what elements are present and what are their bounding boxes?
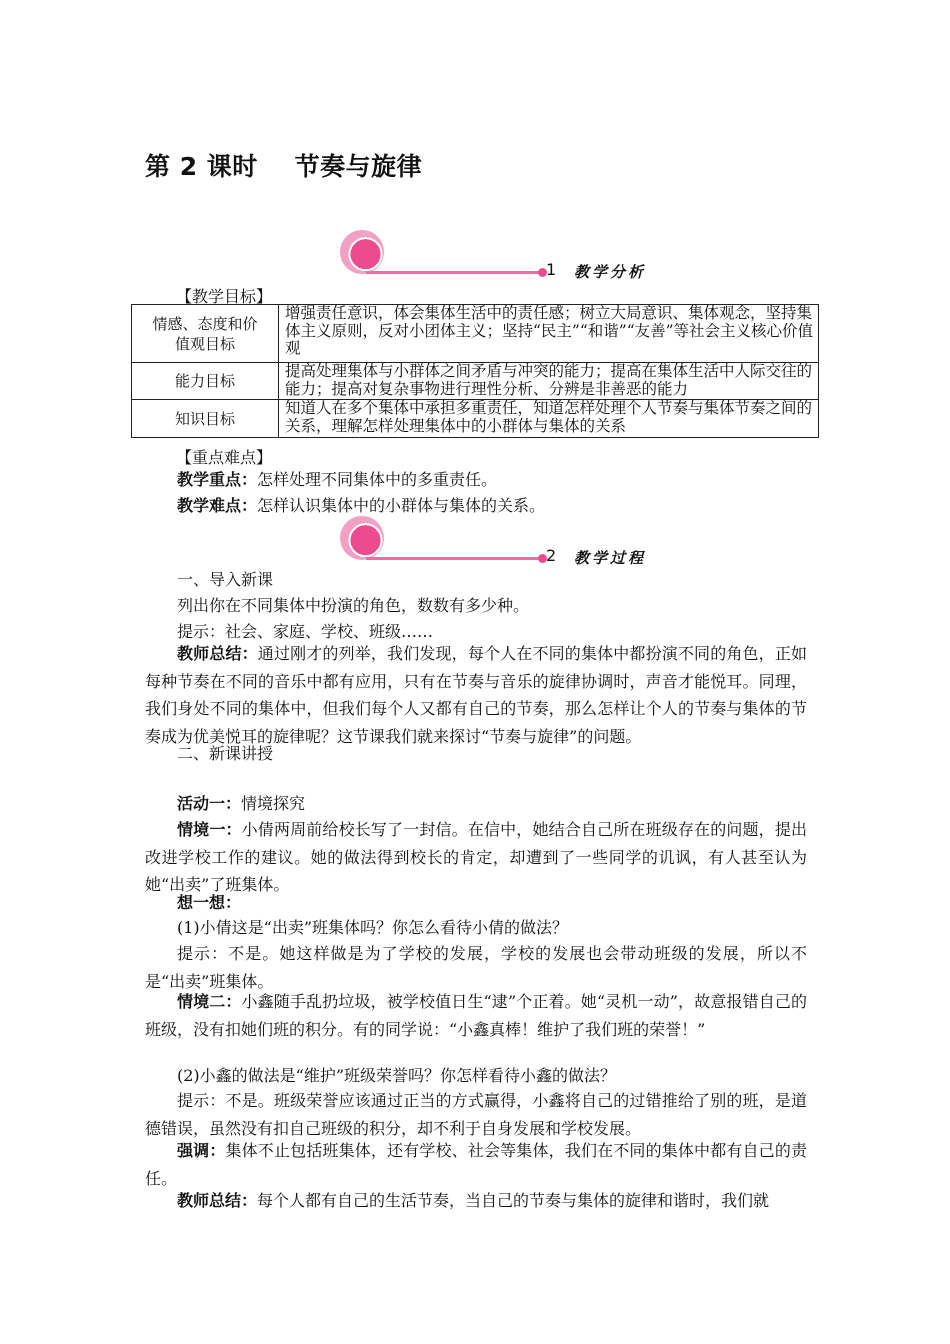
circle-ornament-icon <box>340 230 384 274</box>
divider <box>366 557 542 560</box>
emphasis-text: 集体不止包括班集体，还有学校、社会等集体，我们在不同的集体中都有自己的责任。 <box>145 1141 807 1188</box>
table-row <box>132 400 819 438</box>
think-label: 想一想： <box>177 893 242 912</box>
difficulty-text: 怎样认识集体中的小群体与集体的关系。 <box>257 496 546 515</box>
part1-task: 列出你在不同集体中扮演的角色，数数有多少种。 <box>177 596 530 615</box>
answer-1: 提示：不是。她这样做是为了学校的发展，学校的发展也会带动班级的发展，所以不是“出卖”班集体。 <box>145 944 807 991</box>
section-number: 2 <box>546 546 557 565</box>
summary-text: 通过刚才的列举，我们发现，每个人在不同的集体中都扮演不同的角色，正如每种节奏在不同的音乐中都有应用，只有在节奏与音乐的旋律协调时，声音才能悦耳。同理，我们身处不同的集体中，但我们每个人又都有自己的节奏，那么怎样让个人的节奏与集体的节奏成为优美悦耳的旋律呢？这节课我们就来探讨“节奏与旋律”的问题。 <box>145 644 807 746</box>
question-2: (2)小鑫的做法是“维护”班级荣誉吗？你怎样看待小鑫的做法？ <box>177 1066 617 1085</box>
scenario-text: 小倩两周前给校长写了一封信。在信中，她结合自己所在班级存在的问题，提出改进学校工作的建议。她的做法得到校长的肯定，却遭到了一些同学的讥讽，有人甚至认为她“出卖”了班集体。 <box>145 820 807 894</box>
summary-text: 每个人都有自己的生活节奏，当自己的节奏与集体的旋律和谐时，我们就 <box>257 1191 770 1210</box>
difficulty-label: 教学难点： <box>177 496 258 515</box>
table-row <box>132 363 819 400</box>
focus-text: 怎样处理不同集体中的多重责任。 <box>257 470 498 489</box>
scenario-label: 情境一： <box>177 820 242 839</box>
objectives-table <box>131 304 819 438</box>
section-header-analysis <box>340 230 670 280</box>
focus-label: 教学重点： <box>177 470 258 489</box>
divider <box>366 271 542 274</box>
page-title: 第 2 课时 节奏与旋律 <box>145 152 423 181</box>
table-row <box>132 305 819 363</box>
section-number: 1 <box>546 260 557 279</box>
category-cell: 情感、态度和价值观目标 <box>132 305 279 363</box>
activity-1 <box>145 790 807 818</box>
summary-label: 教师总结： <box>177 644 258 663</box>
scenario-text: 小鑫随手乱扔垃圾，被学校值日生“逮”个正着。她“灵机一动”，故意报错自己的班级，没有扣她们班的积分。有的同学说：“小鑫真棒！维护了我们班的荣誉！” <box>145 992 807 1039</box>
circle-ornament-icon <box>340 516 384 560</box>
category-cell: 知识目标 <box>132 400 279 438</box>
content-cell: 知道人在多个集体中承担多重责任，知道怎样处理个人节奏与集体节奏之间的关系，理解怎样处理集体中的小群体与集体的关系 <box>279 400 819 438</box>
summary-label: 教师总结： <box>177 1191 258 1210</box>
scenario-2 <box>145 988 807 1043</box>
answer-2: 提示：不是。班级荣誉应该通过正当的方式赢得，小鑫将自己的过错推给了别的班，是道德错误，虽然没有扣自己班级的积分，却不利于自身发展和学校发展。 <box>145 1091 807 1138</box>
emphasis-label: 强调： <box>177 1141 226 1160</box>
category-cell: 能力目标 <box>132 363 279 400</box>
teacher-summary-1 <box>145 640 807 750</box>
teacher-summary-2 <box>145 1187 807 1215</box>
activity-text: 情境探究 <box>241 794 306 813</box>
section-label: 教学分析 <box>574 263 647 281</box>
part1-hint: 提示：社会、家庭、学校、班级…… <box>177 622 434 641</box>
content-cell: 增强责任意识，体会集体生活中的责任感；树立大局意识、集体观念，坚持集体主义原则，反对小团体主义；坚持“民主”“和谐”“友善”等社会主义核心价值观 <box>279 305 819 363</box>
section-label: 教学过程 <box>574 549 647 567</box>
question-1: (1)小倩这是“出卖”班集体吗？你怎么看待小倩的做法？ <box>177 918 569 937</box>
content-cell: 提高处理集体与小群体之间矛盾与冲突的能力；提高在集体生活中人际交往的能力；提高对复杂事物进行理性分析、分辨是非善恶的能力 <box>279 363 819 400</box>
scenario-label: 情境二： <box>177 992 242 1011</box>
key-points-heading: 【重点难点】 <box>176 448 273 467</box>
section-header-process <box>340 516 670 566</box>
emphasis <box>145 1137 807 1192</box>
think-heading <box>145 889 807 917</box>
objectives-heading: 【教学目标】 <box>176 287 273 306</box>
activity-label: 活动一： <box>177 794 242 813</box>
teaching-focus <box>145 466 807 494</box>
scenario-1 <box>145 816 807 899</box>
part2-heading: 二、新课讲授 <box>177 744 274 763</box>
part1-heading: 一、导入新课 <box>177 570 274 589</box>
